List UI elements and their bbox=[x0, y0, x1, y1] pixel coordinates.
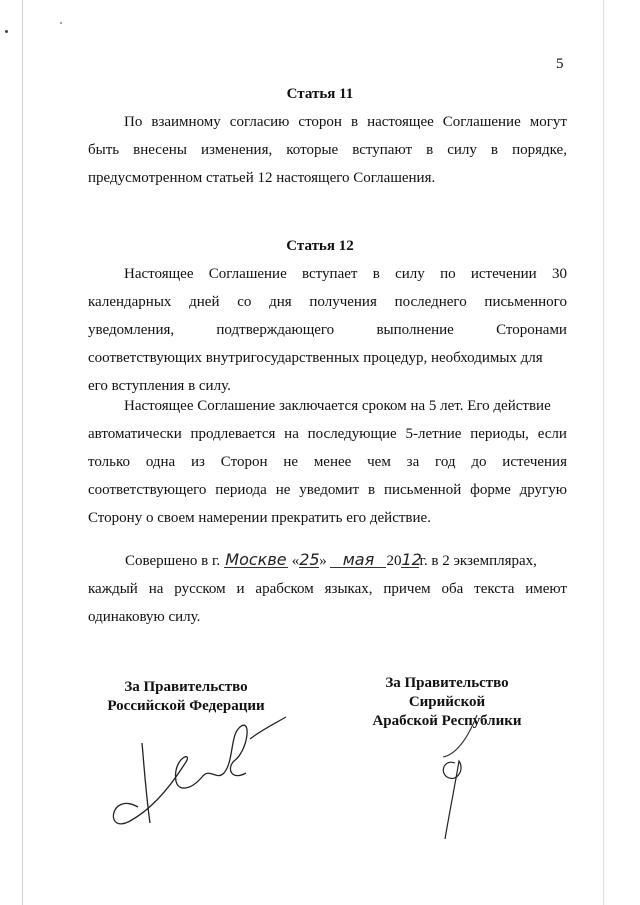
word: истечении bbox=[470, 266, 537, 282]
word: на bbox=[284, 426, 299, 442]
word: автоматически bbox=[88, 426, 182, 442]
text-line bbox=[88, 294, 567, 311]
word: в bbox=[490, 142, 499, 158]
done-suffix: г. в 2 экземплярах, bbox=[419, 553, 537, 569]
text-line bbox=[88, 426, 567, 443]
handwritten-city: Москве bbox=[225, 550, 287, 569]
word: в bbox=[350, 114, 359, 130]
word: которые bbox=[286, 142, 339, 158]
word: Настоящее bbox=[124, 266, 194, 282]
word: имеют bbox=[525, 581, 567, 597]
word: дня bbox=[269, 294, 292, 310]
word: подтверждающего bbox=[216, 322, 335, 338]
signatory-label: За Правительство bbox=[124, 679, 248, 695]
word: 30 bbox=[551, 266, 567, 282]
word: изменения, bbox=[200, 142, 273, 158]
word: чем bbox=[367, 454, 391, 470]
word: порядке, bbox=[512, 142, 567, 158]
handwritten-year: 12 bbox=[401, 550, 422, 569]
text-line bbox=[88, 454, 567, 471]
word: текста bbox=[474, 581, 515, 597]
word: Сторон bbox=[220, 454, 268, 470]
word: на bbox=[148, 581, 164, 597]
signatory-country: Российской Федерации bbox=[107, 698, 265, 714]
word: сторон bbox=[298, 114, 342, 130]
word: Сторону о своем намерении прекратить его действие. bbox=[88, 510, 431, 526]
word: вступают bbox=[352, 142, 413, 158]
page-number: 5 bbox=[556, 56, 564, 72]
word: каждый bbox=[88, 581, 138, 597]
word: за bbox=[406, 454, 420, 470]
done-prefix: Совершено в г. bbox=[125, 553, 221, 569]
word: оба bbox=[441, 581, 464, 597]
word: силу bbox=[395, 266, 425, 282]
word: предусмотренном статьей 12 настоящего Соглашения. bbox=[88, 170, 436, 186]
word: менее bbox=[313, 454, 352, 470]
signatory-country-line-1: Сирийской bbox=[408, 694, 486, 710]
year-prefix: 20 bbox=[386, 553, 402, 569]
signatory-label: За Правительство bbox=[385, 675, 509, 691]
word: дней bbox=[189, 294, 220, 310]
scan-speck bbox=[5, 30, 8, 33]
word: не bbox=[283, 454, 298, 470]
word: в bbox=[367, 482, 376, 498]
word: год bbox=[435, 454, 456, 470]
article-11-title: Статья 11 bbox=[286, 86, 354, 102]
text-line bbox=[88, 581, 567, 598]
text-line bbox=[88, 350, 543, 367]
word: Соглашение bbox=[442, 114, 521, 130]
word: выполнение bbox=[376, 322, 454, 338]
word: языках, bbox=[324, 581, 373, 597]
word: другую bbox=[519, 482, 567, 498]
right-page-edge bbox=[603, 0, 604, 905]
word: одна bbox=[145, 454, 176, 470]
done-line-3: одинаковую силу. bbox=[88, 609, 201, 625]
word: Настоящее Соглашение заключается сроком на 5 лет. Его действие bbox=[124, 398, 551, 414]
word: периоды, bbox=[470, 426, 529, 442]
word: русском bbox=[174, 581, 226, 597]
scan-speck bbox=[60, 22, 62, 24]
handwritten-day: 25 bbox=[299, 550, 320, 569]
word: в bbox=[372, 266, 380, 282]
word: соответствующего bbox=[88, 482, 207, 498]
word: 5-летние bbox=[405, 426, 462, 442]
word: форме bbox=[470, 482, 511, 498]
word: письменной bbox=[383, 482, 462, 498]
word: последующие bbox=[307, 426, 397, 442]
word: соответствующих внутригосударственных процедур, необходимых для bbox=[88, 350, 543, 366]
word: внесены bbox=[133, 142, 187, 158]
handwritten-month: мая bbox=[330, 553, 386, 568]
word: уведомит bbox=[299, 482, 360, 498]
signatory-country-line-2: Арабской Республики bbox=[372, 713, 522, 729]
word: только bbox=[88, 454, 131, 470]
word: и bbox=[236, 581, 245, 597]
word: календарных bbox=[88, 294, 172, 310]
text-line bbox=[88, 322, 567, 339]
text-line bbox=[88, 378, 231, 395]
quote-open: « bbox=[291, 553, 300, 569]
word: арабском bbox=[255, 581, 314, 597]
article-12-title: Статья 12 bbox=[286, 238, 354, 254]
word: настоящее bbox=[367, 114, 434, 130]
word: не bbox=[275, 482, 291, 498]
word: со bbox=[237, 294, 252, 310]
handwritten-signature-syria bbox=[425, 715, 485, 855]
quote-close: » bbox=[319, 553, 327, 569]
text-line bbox=[124, 114, 567, 131]
word: причем bbox=[383, 581, 431, 597]
word: до bbox=[471, 454, 487, 470]
word: Сторонами bbox=[496, 322, 567, 338]
text-line bbox=[88, 510, 431, 527]
word: уведомления, bbox=[88, 322, 175, 338]
word: если bbox=[537, 426, 567, 442]
word: его вступления в силу. bbox=[88, 378, 231, 394]
word: могут bbox=[529, 114, 567, 130]
word: согласию bbox=[229, 114, 290, 130]
word: быть bbox=[88, 142, 120, 158]
text-line bbox=[88, 142, 567, 159]
word: из bbox=[191, 454, 205, 470]
text-line bbox=[124, 398, 551, 415]
word: истечения bbox=[502, 454, 567, 470]
text-line bbox=[88, 170, 435, 187]
left-page-edge bbox=[22, 0, 23, 905]
word: По bbox=[124, 114, 143, 130]
text-line bbox=[88, 482, 567, 499]
word: силу bbox=[447, 142, 477, 158]
word: периода bbox=[215, 482, 267, 498]
done-at-line bbox=[125, 550, 537, 570]
word: взаимному bbox=[151, 114, 221, 130]
word: получения bbox=[309, 294, 377, 310]
word: в bbox=[426, 142, 434, 158]
word: последнего bbox=[394, 294, 467, 310]
word: по bbox=[440, 266, 456, 282]
word: Соглашение bbox=[208, 266, 287, 282]
word: письменного bbox=[484, 294, 567, 310]
handwritten-signature-russia bbox=[100, 695, 300, 845]
text-line bbox=[124, 266, 567, 283]
word: вступает bbox=[302, 266, 358, 282]
word: продлевается bbox=[190, 426, 276, 442]
